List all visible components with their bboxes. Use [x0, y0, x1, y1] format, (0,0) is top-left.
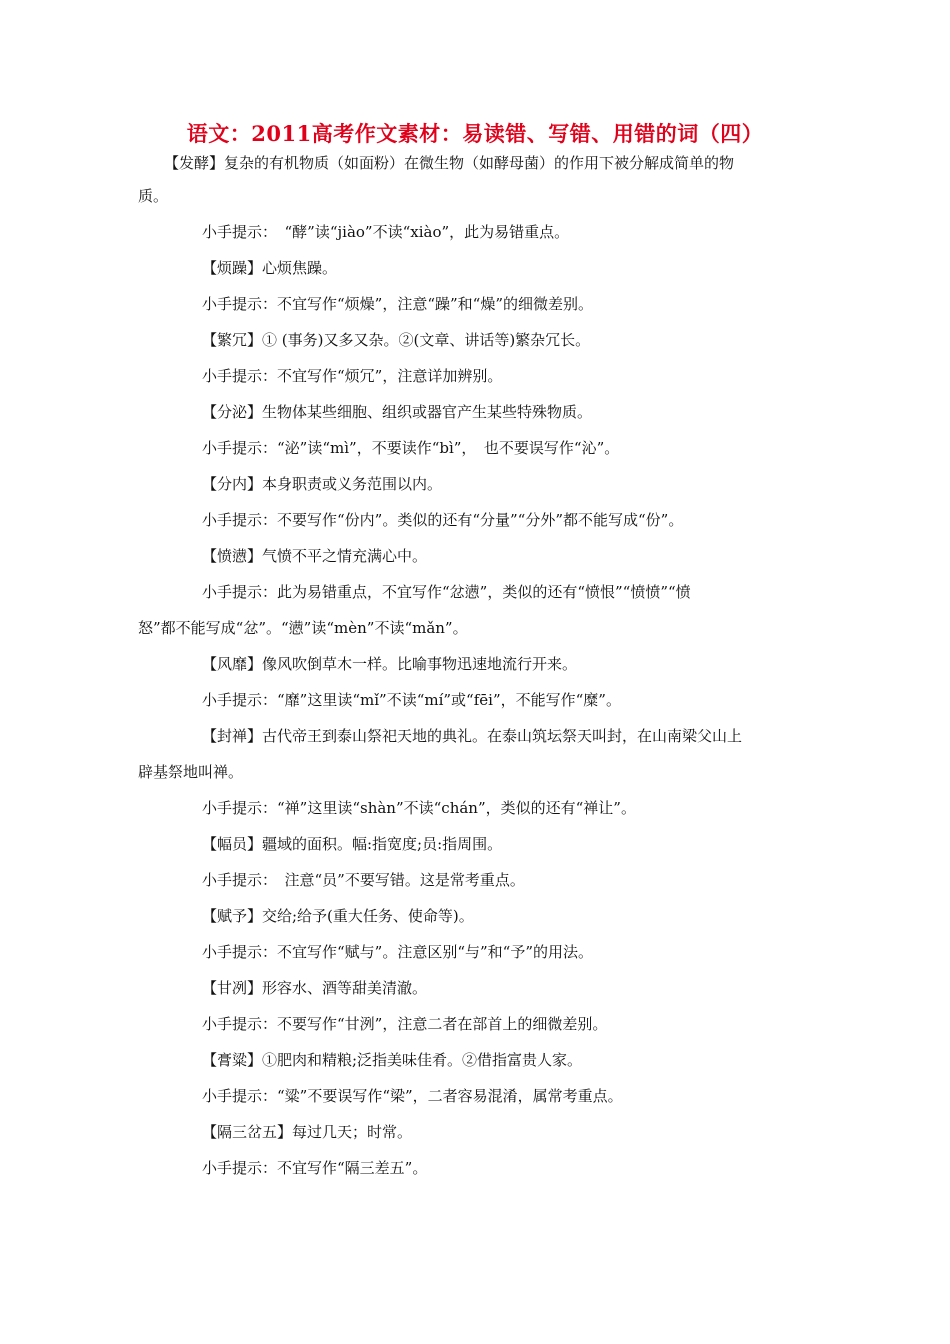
- paragraph-line: 小手提示： “酵”读“jiào”不读“xiào”，此为易错重点。: [202, 223, 570, 241]
- paragraph-line: 怒”都不能写成“忿”。“懑”读“mèn”不读“mǎn”。: [138, 619, 468, 637]
- paragraph-line: 【愤懑】气愤不平之情充满心中。: [202, 547, 428, 565]
- document-title: 语文：2011高考作文素材：易读错、写错、用错的词（四）: [186, 121, 764, 146]
- paragraph-line: 【发酵】复杂的有机物质（如面粉）在微生物（如酵母菌）的作用下被分解成简单的物: [164, 154, 735, 172]
- paragraph-line: 【风靡】像风吹倒草木一样。比喻事物迅速地流行开来。: [202, 655, 578, 673]
- paragraph-line: 【繁冗】① (事务)又多又杂。②(文章、讲话等)繁杂冗长。: [202, 331, 591, 349]
- paragraph-line: 小手提示： 注意“员”不要写错。这是常考重点。: [202, 871, 525, 889]
- paragraph-line: 小手提示：此为易错重点，不宜写作“忿懑”，类似的还有“愤恨”“愤愤”“愤: [202, 583, 691, 601]
- paragraph-line: 【膏粱】①肥肉和精粮;泛指美味佳肴。②借指富贵人家。: [202, 1051, 583, 1069]
- paragraph-line: 【分泌】生物体某些细胞、组织或器官产生某些特殊物质。: [202, 403, 593, 421]
- paragraph-line: 小手提示：不宜写作“赋与”。注意区别“与”和“予”的用法。: [202, 943, 594, 961]
- paragraph-line: 小手提示：“泌”读“mì”，不要读作“bì”， 也不要误写作“沁”。: [202, 439, 620, 457]
- paragraph-line: 小手提示：“粱”不要误写作“梁”，二者容易混淆，属常考重点。: [202, 1087, 623, 1105]
- paragraph-line: 【封禅】古代帝王到泰山祭祀天地的典礼。在泰山筑坛祭天叫封，在山南梁父山上: [202, 727, 743, 745]
- paragraph-line: 辟基祭地叫禅。: [138, 763, 244, 781]
- document-body: [138, 148, 818, 1186]
- paragraph-line: 小手提示：“靡”这里读“mǐ”不读“mí”或“fēi”，不能写作“糜”。: [202, 691, 621, 709]
- paragraph-line: 【分内】本身职责或义务范围以内。: [202, 475, 443, 493]
- paragraph-line: 【幅员】疆域的面积。幅:指宽度;员:指周围。: [202, 835, 503, 853]
- paragraph-line: 小手提示：不要写作“甘洌”，注意二者在部首上的细微差别。: [202, 1015, 608, 1033]
- paragraph-line: 【赋予】交给;给予(重大任务、使命等)。: [202, 907, 474, 925]
- paragraph-line: 【隔三岔五】每过几天；时常。: [202, 1123, 413, 1141]
- paragraph-line: 质。: [138, 187, 169, 205]
- paragraph-line: 【烦躁】心烦焦躁。: [202, 259, 338, 277]
- paragraph-line: 小手提示：不要写作“份内”。类似的还有“分量”“分外”都不能写成“份”。: [202, 511, 684, 529]
- paragraph-line: 小手提示：不宜写作“烦燥”，注意“躁”和“燥”的细微差别。: [202, 295, 594, 313]
- paragraph-line: 小手提示：不宜写作“隔三差五”。: [202, 1159, 428, 1177]
- paragraph-line: 【甘冽】形容水、酒等甜美清澈。: [202, 979, 428, 997]
- paragraph-line: 小手提示：不宜写作“烦冗”，注意详加辨别。: [202, 367, 503, 385]
- paragraph-line: 小手提示：“禅”这里读“shàn”不读“chán”，类似的还有“禅让”。: [202, 799, 636, 817]
